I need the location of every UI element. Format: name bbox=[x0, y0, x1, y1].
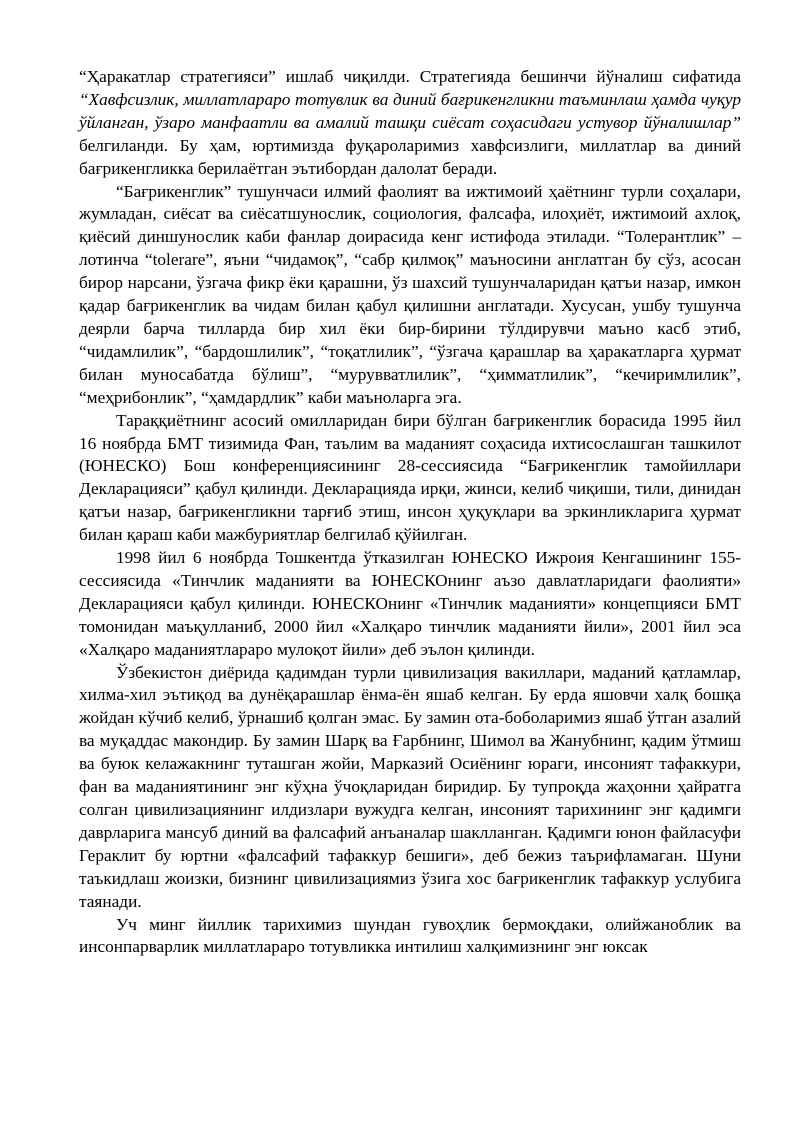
paragraph-1 bbox=[79, 66, 741, 181]
paragraph-2-text: “Бағрикенглик” тушунчаси илмий фаолият ва ижтимоий ҳаётнинг турли соҳалари, жумладан, сиёсат ва сиёсатшунослик, социология, фалсафа, илоҳиёт, ижтимоий ахлоқ, қиёсий диншунослик каби фанлар доирасида кенг истифода этилади. “Толерантлик” – лотинча “tolerare”, яъни “чидамоқ”, “сабр қилмоқ” маъносини англатган бу сўз, асосан бирор нарсани, ўзгача фикр ёки қарашни, ўз шахсий тушунчаларидан қатъи назар, имкон қадар бағрикенглик ва чидам билан қабул қилишни англатади. Хусусан, ушбу тушунча деярли барча тилларда бир хил ёки бир-бирини тўлдирувчи маъно касб этиб, “чидамлилик”, “бардошлилик”, “тоқатлилик”, “ўзгача қарашлар ва ҳаракатларга ҳурмат билан муносабатда бўлиш”, “мурувватлилик”, “ҳимматлилик”, “кечиримлилик”, “меҳрибонлик”, “ҳамдардлик” каби маъноларга эга. bbox=[79, 181, 741, 407]
paragraph-1-text-b: белгиланди. Бу ҳам, юртимизда фуқароларимиз хавфсизлиги, миллатлар ва диний бағрикенгликка берилаётган эътибордан далолат беради. bbox=[79, 135, 741, 178]
paragraph-1-italic-quote: “Хавфсизлик, миллатлараро тотувлик ва диний бағрикенгликни таъминлаш ҳамда чуқур ўйланган, ўзаро манфаатли ва амалий ташқи сиёсат соҳасидаги устувор йўналишлар” bbox=[79, 89, 741, 132]
paragraph-5 bbox=[79, 662, 741, 914]
paragraph-6 bbox=[79, 914, 741, 960]
paragraph-3-text: Тараққиётнинг асосий омилларидан бири бўлган бағрикенглик борасида 1995 йил 16 ноябрда БМТ тизимида Фан, таълим ва маданият соҳасида ихтисослашган ташкилот (ЮНЕСКО) Бош конференциясининг 28-сессиясида “Бағрикенглик тамойиллари Декларацияси” қабул қилинди. Декларацияда ирқи, жинси, келиб чиқиши, тили, динидан қатъи назар, бағрикенгликни тарғиб этиш, инсон ҳуқуқлари ва эркинликларига ҳурмат билан қараш каби мажбуриятлар белгилаб қўйилган. bbox=[79, 410, 741, 545]
paragraph-1-text-a: “Ҳаракатлар стратегияси” ишлаб чиқилди. Стратегияда бешинчи йўналиш сифатида bbox=[79, 67, 741, 86]
paragraph-6-text: Уч минг йиллик тарихимиз шундан гувоҳлик бермоқдаки, олийжаноблик ва инсонпарварлик миллатлараро тотувликка интилиш халқимизнинг энг юксак bbox=[79, 914, 741, 957]
document-page bbox=[79, 66, 741, 959]
paragraph-3 bbox=[79, 410, 741, 547]
paragraph-4 bbox=[79, 547, 741, 662]
paragraph-4-text: 1998 йил 6 ноябрда Тошкентда ўтказилган ЮНЕСКО Ижроия Кенгашининг 155-сессиясида «Тинчлик маданияти ва ЮНЕСКОнинг аъзо давлатларидаги фаолияти» Декларацияси қабул қилинди. ЮНЕСКОнинг «Тинчлик маданияти» концепцияси БМТ томонидан маъқулланиб, 2000 йил «Халқаро тинчлик маданияти йили», 2001 йил эса «Халқаро маданиятлараро мулоқот йили» деб эълон қилинди. bbox=[79, 548, 741, 659]
paragraph-2 bbox=[79, 181, 741, 410]
paragraph-5-text: Ўзбекистон диёрида қадимдан турли цивилизация вакиллари, маданий қатламлар, хилма-хил эътиқод ва дунёқарашлар ёнма-ён яшаб келган. Бу ерда яшовчи халқ бошқа жойдан кўчиб келиб, ўрнашиб қолган эмас. Бу замин ота-боболаримиз яшаб ўтган азалий ва муқаддас макондир. Бу замин Шарқ ва Ғарбнинг, Шимол ва Жанубнинг, қадим ўтмиш ва буюк келажакнинг туташган жойи, Марказий Осиёнинг юраги, инсоният тафаккури, фан ва маданиятининг энг кўҳна ўчоқларидан биридир. Бу тупроқда жаҳонни ҳайратга солган цивилизациянинг илдизлари вужудга келган, инсоният тарихининг энг қадимги даврларига мансуб диний ва фалсафий анъаналар шаклланган. Қадимги юнон файласуфи Гераклит бу юртни «фалсафий тафаккур бешиги», деб бежиз таърифламаган. Шуни таъкидлаш жоизки, бизнинг цивилизациямиз ўзига хос бағрикенглик тафаккур услубига таянади. bbox=[79, 662, 741, 911]
